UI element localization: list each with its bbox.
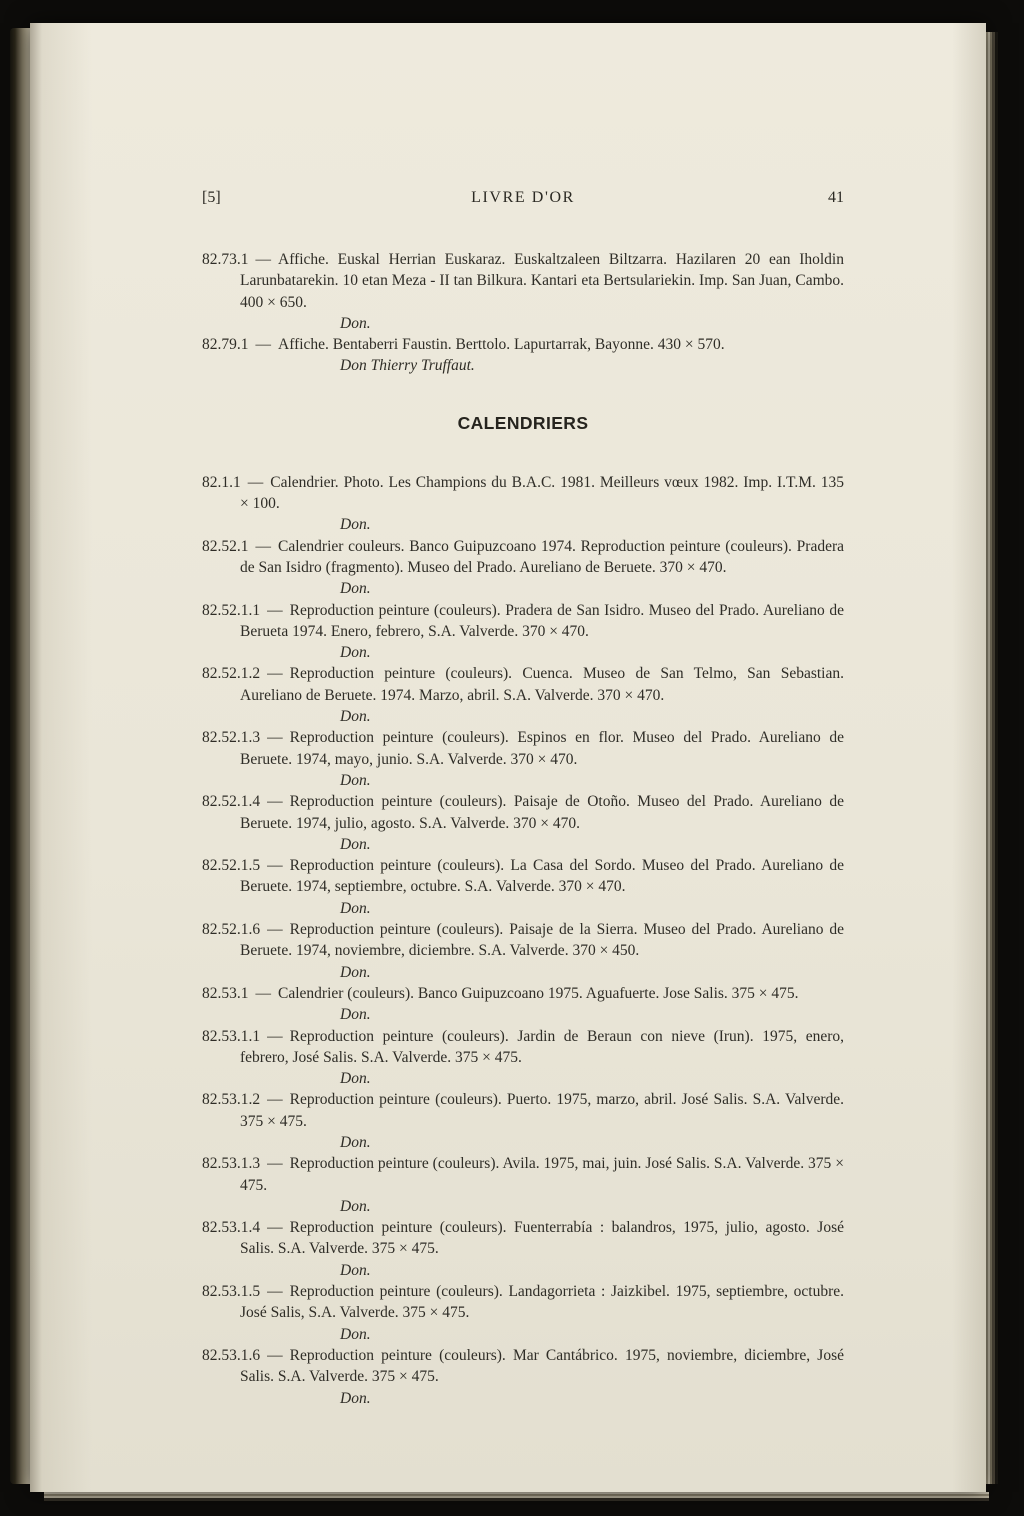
entry-donation: Don. [340,1389,371,1407]
entry-number: 82.52.1.5 [202,857,261,875]
catalog-entry [202,983,844,1026]
entry-number: 82.53.1.1 [202,1027,261,1045]
catalog-entry [202,249,844,334]
entry-dash: — [267,1091,283,1109]
entry-dash: — [267,793,283,811]
entry-line [202,249,844,313]
entry-dash: — [267,857,283,875]
catalog-sections [202,249,844,1409]
entry-donation: Don. [340,1070,371,1088]
entry-dash: — [267,1346,283,1364]
catalog-entry [202,1217,844,1281]
catalog-section [202,249,844,377]
entry-dash: — [255,537,271,555]
entry-donation: Don. [340,899,371,917]
catalog-entry [202,1026,844,1090]
catalog-section [202,413,844,1409]
entry-text: Calendrier couleurs. Banco Guipuzcoano 1974. Reproduction peinture (couleurs). Pradera de San Isidro (fragmento). Museo del Prado. Aureliano de Beruete. 370 × 470. [240,537,844,576]
entry-line [202,536,844,579]
entry-donation: Don. [340,963,371,981]
header-page-number: 41 [828,189,844,206]
entry-line [202,1281,844,1324]
entry-number: 82.53.1.2 [202,1091,261,1109]
entry-number: 82.52.1.1 [202,601,261,619]
entry-text: Reproduction peinture (couleurs). Paisaje de Otoño. Museo del Prado. Aureliano de Beruete. 1974, julio, agosto. S.A. Valverde. 370 × 470. [240,793,844,832]
entry-line [202,600,844,643]
entry-text: Affiche. Euskal Herrian Euskaraz. Euskaltzaleen Biltzarra. Hazilaren 20 ean Iholdin Larunbatarekin. 10 etan Meza - II tan Bilkura. Kantari eta Bertsulariekin. Imp. San Juan, Cambo. 400 × 650. [240,251,844,311]
entry-dash: — [255,984,271,1002]
header-section-number: [5] [202,189,221,206]
running-header [202,189,844,207]
entry-dash: — [267,1027,283,1045]
entry-dash: — [247,473,264,491]
page-edges-right [984,32,998,1484]
entry-text: Reproduction peinture (couleurs). Fuenterrabía : balandros, 1975, julio, agosto. José Salis. S.A. Valverde. 375 × 475. [240,1219,844,1258]
entry-text: Reproduction peinture (couleurs). Landagorrieta : Jaizkibel. 1975, septiembre, octubre. José Salis, S.A. Valverde. 375 × 475. [240,1283,844,1322]
entry-text: Reproduction peinture (couleurs). Mar Cantábrico. 1975, noviembre, diciembre, José Salis. S.A. Valverde. 375 × 475. [240,1346,844,1386]
entry-line [202,663,844,706]
entry-line [202,791,844,834]
entry-donation: Don. [340,644,371,662]
entry-donation: Don. [340,835,371,853]
entry-list [202,249,844,377]
entry-line [202,1153,844,1196]
entry-text: Reproduction peinture (couleurs). La Casa del Sordo. Museo del Prado. Aureliano de Beruete. 1974, septiembre, octubre. S.A. Valverde. 370 × 470. [240,857,844,896]
entry-number: 82.52.1.2 [202,665,261,683]
entry-donation: Don Thierry Truffaut. [340,357,475,375]
entry-text: Calendrier. Photo. Les Champions du B.A.C. 1981. Meilleurs vœux 1982. Imp. I.T.M. 135 × 100. [240,473,844,513]
catalog-entry [202,791,844,855]
entry-dash: — [267,1155,283,1173]
entry-number: 82.53.1 [202,984,249,1002]
entry-number: 82.52.1 [202,537,249,555]
book-page [30,23,986,1492]
entry-line [202,983,844,1004]
entry-number: 82.53.1.3 [202,1155,261,1173]
entry-text: Reproduction peinture (couleurs). Avila. 1975, mai, juin. José Salis. S.A. Valverde. 375 × 475. [240,1155,844,1194]
page-edges-bottom [44,1492,989,1501]
catalog-entry [202,472,844,536]
entry-text: Reproduction peinture (couleurs). Jardin de Beraun con nieve (Irun). 1975, enero, febrero, José Salis. S.A. Valverde. 375 × 475. [240,1027,844,1066]
entry-donation: Don. [340,1197,371,1215]
entry-text: Reproduction peinture (couleurs). Cuenca. Museo de San Telmo, San Sebastian. Aureliano de Beruete. 1974. Marzo, abril. S.A. Valverde. 370 × 470. [240,665,844,704]
catalog-entry [202,727,844,791]
entry-number: 82.53.1.6 [202,1346,261,1364]
entry-number: 82.53.1.5 [202,1283,261,1301]
catalog-entry [202,663,844,727]
entry-dash: — [267,729,283,747]
entry-dash: — [267,1283,283,1301]
entry-number: 82.1.1 [202,473,241,491]
entry-donation: Don. [340,1006,371,1024]
entry-list [202,472,844,1409]
entry-text: Reproduction peinture (couleurs). Paisaje de la Sierra. Museo del Prado. Aureliano de Beruete. 1974, noviembre, diciembre. S.A. Valverde. 370 × 450. [240,921,844,960]
book-gutter-binding [10,28,32,1484]
entry-text: Calendrier (couleurs). Banco Guipuzcoano 1975. Aguafuerte. Jose Salis. 375 × 475. [278,984,799,1002]
catalog-entry [202,1281,844,1345]
entry-dash: — [255,336,271,354]
entry-dash: — [255,251,271,268]
entry-text: Reproduction peinture (couleurs). Espinos en flor. Museo del Prado. Aureliano de Beruete. 1974, mayo, junio. S.A. Valverde. 370 × 470. [240,729,844,768]
entry-line [202,1345,844,1388]
catalog-entry [202,919,844,983]
entry-line [202,855,844,898]
catalog-entry [202,1345,844,1409]
entry-donation: Don. [340,771,371,789]
entry-line [202,1217,844,1260]
catalog-entry [202,1089,844,1153]
entry-donation: Don. [340,580,371,598]
catalog-entry [202,334,844,377]
entry-dash: — [267,665,283,683]
entry-text: Reproduction peinture (couleurs). Puerto. 1975, marzo, abril. José Salis. S.A. Valverde. 375 × 475. [240,1091,844,1130]
catalog-entry [202,855,844,919]
entry-dash: — [267,921,283,939]
page-content [202,189,844,1409]
entry-donation: Don. [340,1325,371,1343]
entry-line [202,1026,844,1069]
entry-dash: — [267,1219,283,1237]
entry-donation: Don. [340,1261,371,1279]
entry-donation: Don. [340,516,371,534]
catalog-entry [202,600,844,664]
entry-number: 82.53.1.4 [202,1219,261,1237]
entry-donation: Don. [340,708,371,726]
section-heading: CALENDRIERS [457,412,589,433]
entry-number: 82.52.1.3 [202,729,261,747]
entry-number: 82.52.1.4 [202,793,261,811]
entry-line [202,334,844,355]
catalog-entry [202,536,844,600]
entry-text: Affiche. Bentaberri Faustin. Berttolo. Lapurtarrak, Bayonne. 430 × 570. [278,336,725,354]
entry-line [202,1089,844,1132]
entry-line [202,919,844,962]
entry-donation: Don. [340,1133,371,1151]
catalog-entry [202,1153,844,1217]
entry-line [202,727,844,770]
entry-text: Reproduction peinture (couleurs). Pradera de San Isidro. Museo del Prado. Aureliano de Berueta 1974. Enero, febrero, S.A. Valverde. 370 × 470. [240,601,844,640]
header-title: LIVRE D'OR [471,189,575,206]
entry-donation: Don. [340,314,371,332]
entry-line [202,472,844,515]
entry-number: 82.79.1 [202,336,249,354]
entry-dash: — [267,601,283,619]
entry-number: 82.73.1 [202,251,249,268]
entry-number: 82.52.1.6 [202,921,261,939]
